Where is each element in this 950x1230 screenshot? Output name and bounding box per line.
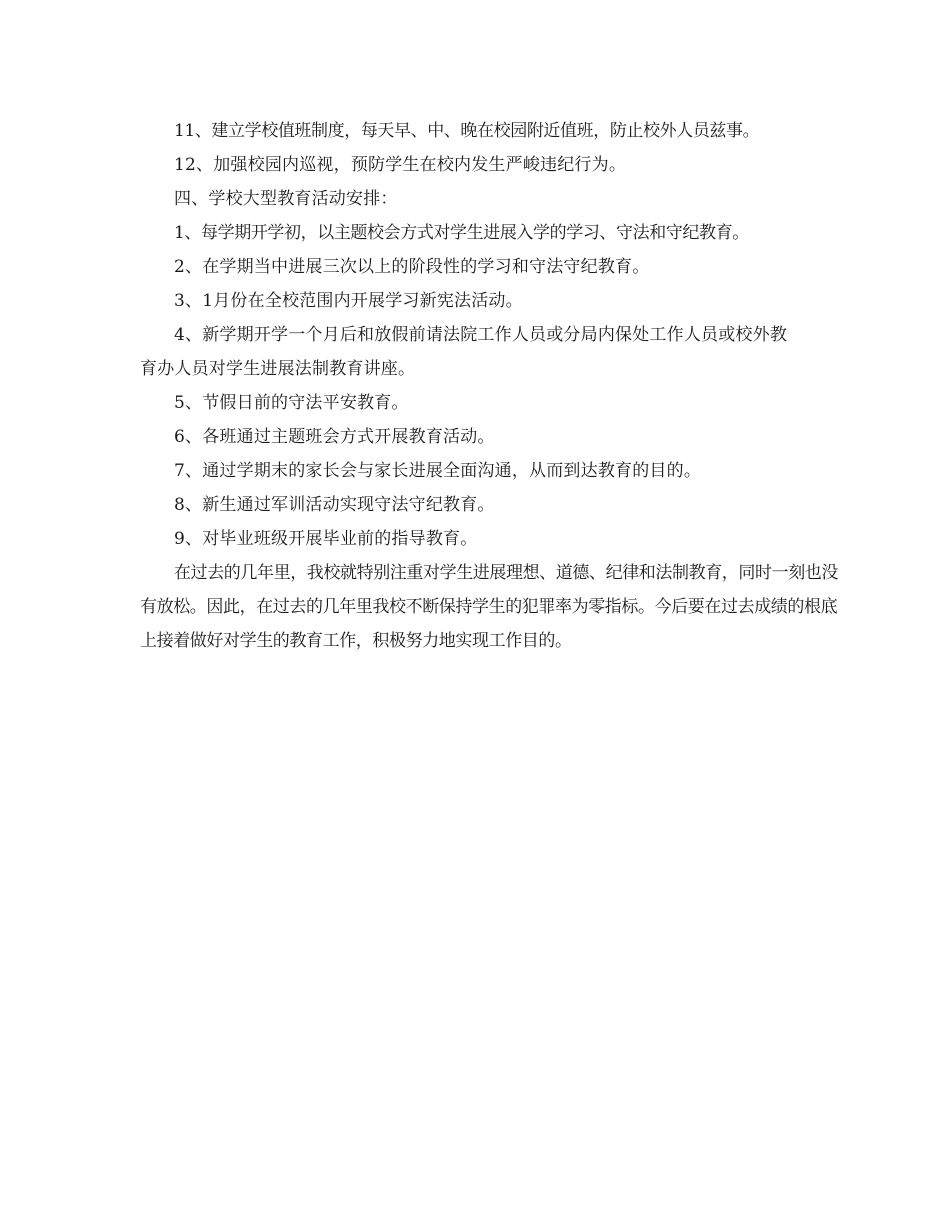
paragraph-activity-6: 6、各班通过主题班会方式开展教育活动。 — [174, 427, 495, 447]
paragraph-activity-2: 2、在学期当中进展三次以上的阶段性的学习和守法守纪教育。 — [174, 257, 650, 277]
paragraph-summary: 在过去的几年里，我校就特别注重对学生进展理想、道德、纪律和法制教育，同时一刻也没有放松。因此，在过去的几年里我校不断保持学生的犯罪率为零指标。今后要在过去成绩的根底上接着做好对学生的教育工作，积极努力地实现工作目的。 — [140, 563, 838, 651]
document-body — [140, 114, 840, 658]
paragraph-activity-1: 1、每学期开学初，以主题校会方式对学生进展入学的学习、守法和守纪教育。 — [174, 223, 749, 243]
paragraph-activity-4: 4、新学期开学一个月后和放假前请法院工作人员或分局内保处工作人员或校外教育办人员对学生进展法制教育讲座。 — [140, 325, 788, 379]
paragraph-activity-3: 3、1月份在全校范围内开展学习新宪法活动。 — [174, 291, 523, 311]
paragraph-activity-5: 5、节假日前的守法平安教育。 — [174, 393, 409, 413]
paragraph-activity-8: 8、新生通过军训活动实现守法守纪教育。 — [174, 495, 495, 515]
paragraph-activity-9: 9、对毕业班级开展毕业前的指导教育。 — [174, 529, 478, 549]
section-heading-activities: 四、学校大型教育活动安排： — [174, 189, 398, 209]
paragraph-item-12: 12、加强校园内巡视，预防学生在校内发生严峻违纪行为。 — [174, 155, 627, 175]
paragraph-activity-7: 7、通过学期末的家长会与家长进展全面沟通，从而到达教育的目的。 — [174, 461, 702, 481]
paragraph-item-11: 11、建立学校值班制度，每天早、中、晚在校园附近值班，防止校外人员兹事。 — [174, 121, 760, 141]
